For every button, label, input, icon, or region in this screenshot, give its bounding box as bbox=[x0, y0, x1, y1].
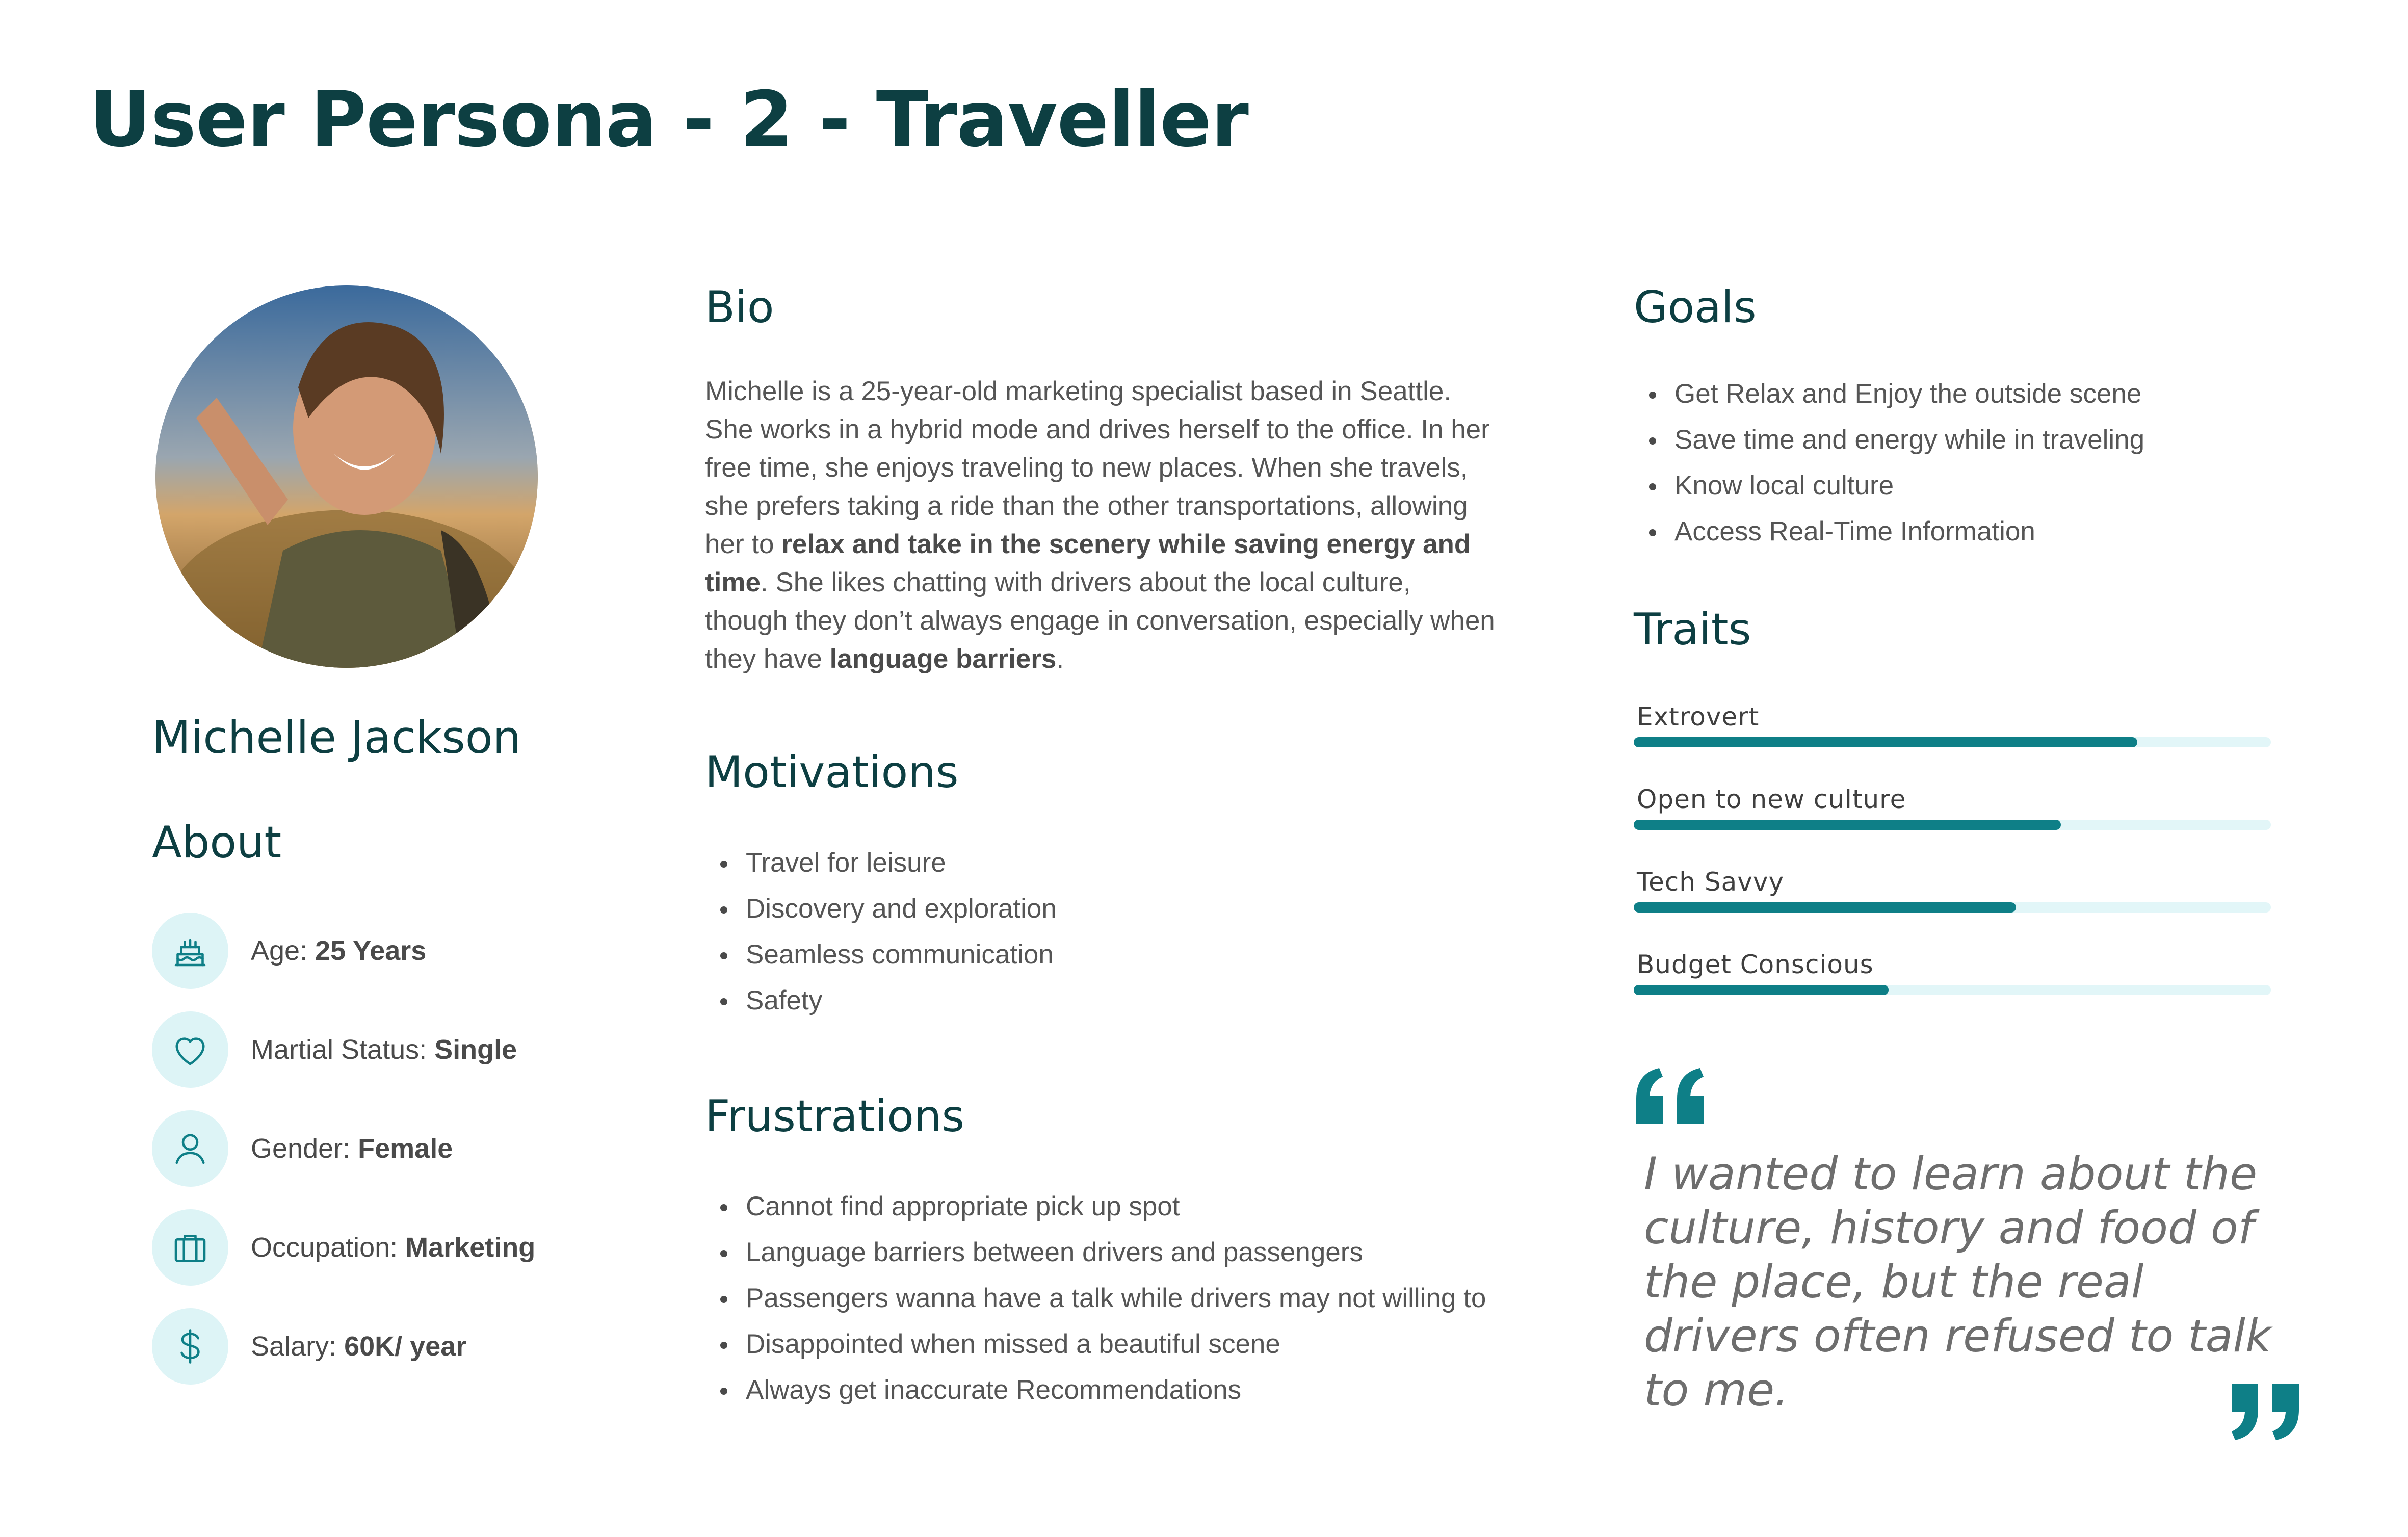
birthday-cake-icon bbox=[152, 913, 228, 989]
frustration-item: Passengers wanna have a talk while drivers may not willing to bbox=[705, 1275, 1486, 1321]
traits-heading: Traits bbox=[1634, 604, 1751, 655]
page-title: User Persona - 2 - Traveller bbox=[89, 75, 1248, 164]
trait-track bbox=[1634, 737, 2271, 747]
trait-fill bbox=[1634, 985, 1889, 995]
user-icon bbox=[152, 1110, 228, 1187]
motivations-heading: Motivations bbox=[705, 747, 959, 798]
about-item-marital-status bbox=[152, 1011, 611, 1088]
frustration-item: Disappointed when missed a beautiful scene bbox=[705, 1321, 1486, 1367]
trait-budget-conscious bbox=[1634, 946, 2271, 1029]
motivation-item: Safety bbox=[705, 978, 1057, 1024]
trait-tech-savvy bbox=[1634, 864, 2271, 946]
goal-item: Get Relax and Enjoy the outside scene bbox=[1634, 371, 2144, 417]
goals-list bbox=[1634, 371, 2144, 555]
bio-text bbox=[705, 372, 1500, 678]
bio-part: Michelle is a 25-year-old marketing specialist based in Seattle. She works in a hybrid mode and drives herself to the office. In her free time, she enjoys traveling to new places. When she travels, she prefers taking a ride than the other transportations, allowing her to bbox=[705, 376, 1490, 559]
persona-quote: I wanted to learn about the culture, history and food of the place, but the real drivers often refused to talk to me. bbox=[1644, 1148, 2271, 1416]
trait-fill bbox=[1634, 902, 2016, 913]
bio-highlight: language barriers bbox=[829, 644, 1057, 674]
trait-label: Tech Savvy bbox=[1637, 867, 1785, 897]
briefcase-icon bbox=[152, 1209, 228, 1286]
about-occupation-value: Marketing bbox=[405, 1232, 536, 1263]
motivation-item: Travel for leisure bbox=[705, 840, 1057, 886]
motivation-item: Discovery and exploration bbox=[705, 886, 1057, 932]
frustrations-list bbox=[705, 1184, 1486, 1413]
trait-open-to-new-culture bbox=[1634, 781, 2271, 864]
goal-item: Know local culture bbox=[1634, 463, 2144, 509]
about-marital-status-text bbox=[251, 1034, 517, 1065]
trait-label: Open to new culture bbox=[1637, 785, 1906, 814]
about-marital-status-value: Single bbox=[434, 1034, 517, 1065]
trait-track bbox=[1634, 820, 2271, 830]
trait-label: Budget Conscious bbox=[1637, 950, 1874, 979]
about-gender-label: Gender: bbox=[251, 1133, 358, 1164]
about-age-label: Age: bbox=[251, 935, 316, 966]
about-occupation-text bbox=[251, 1232, 535, 1263]
bio-heading: Bio bbox=[705, 282, 774, 333]
about-heading: About bbox=[152, 817, 282, 868]
frustration-item: Language barriers between drivers and passengers bbox=[705, 1230, 1486, 1275]
trait-extrovert bbox=[1634, 698, 2271, 781]
motivations-list bbox=[705, 840, 1057, 1024]
open-quote-icon bbox=[1631, 1065, 1713, 1127]
about-occupation-label: Occupation: bbox=[251, 1232, 406, 1263]
about-age-value: 25 Years bbox=[315, 935, 427, 966]
about-item-occupation bbox=[152, 1209, 611, 1286]
frustrations-heading: Frustrations bbox=[705, 1091, 965, 1142]
trait-fill bbox=[1634, 820, 2061, 830]
goal-item: Save time and energy while in traveling bbox=[1634, 417, 2144, 463]
persona-name: Michelle Jackson bbox=[152, 711, 521, 764]
frustration-item: Always get inaccurate Recommendations bbox=[705, 1367, 1486, 1413]
about-item-gender bbox=[152, 1110, 611, 1187]
frustration-item: Cannot find appropriate pick up spot bbox=[705, 1184, 1486, 1230]
trait-fill bbox=[1634, 737, 2137, 747]
heart-icon bbox=[152, 1011, 228, 1088]
bio-highlight: relax and take in the scenery while saving energy and time bbox=[705, 529, 1471, 597]
goal-item: Access Real-Time Information bbox=[1634, 509, 2144, 555]
about-list bbox=[152, 913, 611, 1407]
close-quote-icon bbox=[2222, 1382, 2304, 1443]
trait-track bbox=[1634, 985, 2271, 995]
trait-label: Extrovert bbox=[1637, 702, 1760, 732]
trait-track bbox=[1634, 902, 2271, 913]
about-item-salary bbox=[152, 1308, 611, 1385]
about-age-text bbox=[251, 935, 426, 967]
bio-part: . bbox=[1056, 644, 1064, 674]
about-salary-label: Salary: bbox=[251, 1331, 345, 1362]
about-salary-value: 60K/ year bbox=[344, 1331, 467, 1362]
about-item-age bbox=[152, 913, 611, 989]
bio-part: . She likes chatting with drivers about the local culture, though they don’t always engage in conversation, especially when they have bbox=[705, 567, 1495, 674]
motivation-item: Seamless communication bbox=[705, 932, 1057, 978]
about-gender-text bbox=[251, 1133, 453, 1164]
goals-heading: Goals bbox=[1634, 282, 1757, 333]
about-gender-value: Female bbox=[358, 1133, 453, 1164]
traits-list bbox=[1634, 698, 2271, 1029]
persona-photo bbox=[155, 285, 538, 668]
about-salary-text bbox=[251, 1331, 466, 1362]
about-marital-status-label: Martial Status: bbox=[251, 1034, 435, 1065]
dollar-icon bbox=[152, 1308, 228, 1385]
